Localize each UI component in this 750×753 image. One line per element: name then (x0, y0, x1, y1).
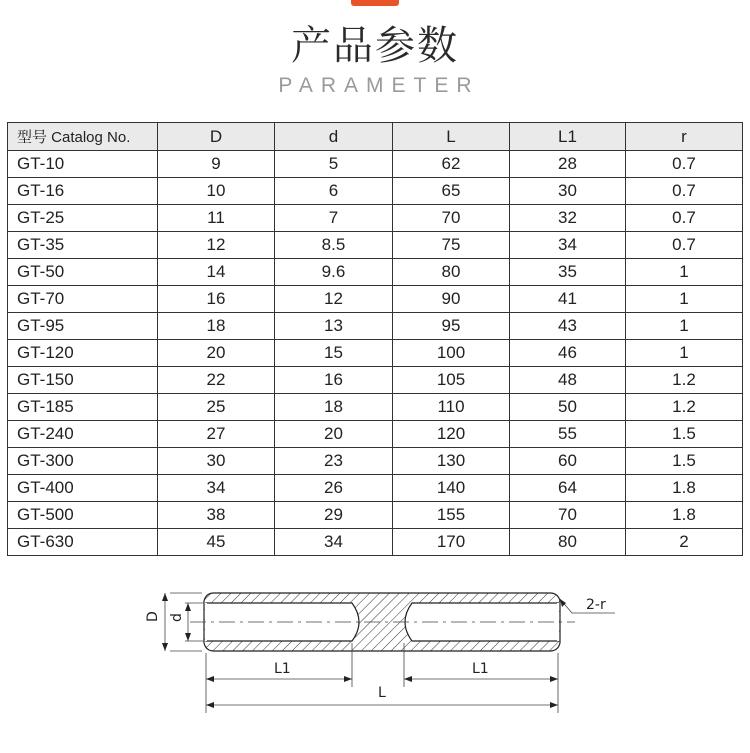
table-cell: 60 (510, 448, 626, 475)
table-cell: 75 (393, 232, 510, 259)
accent-bar (351, 0, 399, 6)
table-cell: 10 (158, 178, 275, 205)
table-cell: 0.7 (626, 151, 743, 178)
column-header-inner-diameter: d (275, 123, 393, 151)
table-cell: 16 (275, 367, 393, 394)
column-header-radius: r (626, 123, 743, 151)
table-row (8, 205, 743, 232)
table-header-row (8, 123, 743, 151)
table-cell: 34 (510, 232, 626, 259)
table-cell: 1 (626, 286, 743, 313)
table-cell: 27 (158, 421, 275, 448)
column-header-length: L (393, 123, 510, 151)
table-cell: 46 (510, 340, 626, 367)
table-cell: 14 (158, 259, 275, 286)
catalog-number-cell: GT-16 (8, 178, 158, 205)
table-cell: 13 (275, 313, 393, 340)
catalog-number-cell: GT-240 (8, 421, 158, 448)
table-cell: 65 (393, 178, 510, 205)
table-row (8, 448, 743, 475)
outer-diameter-label: D (145, 611, 161, 622)
table-cell: 70 (510, 502, 626, 529)
table-row (8, 340, 743, 367)
catalog-number-cell: GT-120 (8, 340, 158, 367)
table-cell: 90 (393, 286, 510, 313)
table-cell: 20 (158, 340, 275, 367)
catalog-number-cell: GT-10 (8, 151, 158, 178)
table-cell: 30 (158, 448, 275, 475)
table-cell: 28 (510, 151, 626, 178)
table-cell: 26 (275, 475, 393, 502)
table-cell: 1.2 (626, 367, 743, 394)
column-header-half-length: L1 (510, 123, 626, 151)
table-cell: 12 (158, 232, 275, 259)
table-cell: 9.6 (275, 259, 393, 286)
catalog-number-cell: GT-50 (8, 259, 158, 286)
table-cell: 38 (158, 502, 275, 529)
radius-label: 2-r (586, 597, 606, 613)
table-cell: 0.7 (626, 205, 743, 232)
page-subtitle: PARAMETER (278, 74, 480, 97)
table-cell: 120 (393, 421, 510, 448)
table-cell: 1 (626, 313, 743, 340)
table-cell: 9 (158, 151, 275, 178)
table-cell: 55 (510, 421, 626, 448)
table-cell: 15 (275, 340, 393, 367)
table-cell: 0.7 (626, 232, 743, 259)
table-cell: 12 (275, 286, 393, 313)
table-cell: 18 (158, 313, 275, 340)
right-length-label: L1 (472, 661, 489, 677)
table-cell: 70 (393, 205, 510, 232)
parameter-table (7, 122, 743, 556)
table-row (8, 232, 743, 259)
column-header-catalog: 型号 Catalog No. (8, 123, 158, 151)
table-cell: 45 (158, 529, 275, 556)
table-row (8, 394, 743, 421)
table-cell: 105 (393, 367, 510, 394)
table-cell: 5 (275, 151, 393, 178)
table-row (8, 421, 743, 448)
catalog-number-cell: GT-300 (8, 448, 158, 475)
table-row (8, 259, 743, 286)
table-cell: 25 (158, 394, 275, 421)
table-cell: 80 (510, 529, 626, 556)
table-cell: 1.5 (626, 448, 743, 475)
catalog-number-cell: GT-25 (8, 205, 158, 232)
table-cell: 32 (510, 205, 626, 232)
catalog-number-cell: GT-35 (8, 232, 158, 259)
table-cell: 140 (393, 475, 510, 502)
table-row (8, 367, 743, 394)
table-cell: 0.7 (626, 178, 743, 205)
table-cell: 30 (510, 178, 626, 205)
connector-diagram (130, 575, 650, 745)
total-length-label: L (378, 685, 386, 701)
table-cell: 130 (393, 448, 510, 475)
table-cell: 155 (393, 502, 510, 529)
inner-diameter-label: d (169, 613, 185, 622)
table-cell: 11 (158, 205, 275, 232)
catalog-number-cell: GT-400 (8, 475, 158, 502)
table-cell: 23 (275, 448, 393, 475)
table-cell: 43 (510, 313, 626, 340)
catalog-number-cell: GT-70 (8, 286, 158, 313)
page-title: 产品参数 (291, 23, 459, 69)
table-body (8, 151, 743, 556)
table-cell: 50 (510, 394, 626, 421)
table-cell: 1.8 (626, 475, 743, 502)
table-cell: 100 (393, 340, 510, 367)
table-cell: 1.8 (626, 502, 743, 529)
table-cell: 1.5 (626, 421, 743, 448)
table-row (8, 286, 743, 313)
table-cell: 80 (393, 259, 510, 286)
table-cell: 6 (275, 178, 393, 205)
table-row (8, 178, 743, 205)
table-row (8, 502, 743, 529)
catalog-number-cell: GT-95 (8, 313, 158, 340)
table-cell: 95 (393, 313, 510, 340)
catalog-number-cell: GT-500 (8, 502, 158, 529)
table-row (8, 151, 743, 178)
table-cell: 2 (626, 529, 743, 556)
table-cell: 170 (393, 529, 510, 556)
table-cell: 1 (626, 340, 743, 367)
table-cell: 35 (510, 259, 626, 286)
table-cell: 8.5 (275, 232, 393, 259)
catalog-number-cell: GT-630 (8, 529, 158, 556)
table-cell: 1 (626, 259, 743, 286)
table-cell: 64 (510, 475, 626, 502)
table-cell: 48 (510, 367, 626, 394)
table-cell: 16 (158, 286, 275, 313)
table-cell: 34 (275, 529, 393, 556)
table-cell: 1.2 (626, 394, 743, 421)
table-cell: 29 (275, 502, 393, 529)
table-cell: 41 (510, 286, 626, 313)
table-row (8, 475, 743, 502)
table-cell: 7 (275, 205, 393, 232)
table-cell: 18 (275, 394, 393, 421)
table-row (8, 529, 743, 556)
catalog-number-cell: GT-185 (8, 394, 158, 421)
table-cell: 34 (158, 475, 275, 502)
table-cell: 62 (393, 151, 510, 178)
table-row (8, 313, 743, 340)
table-cell: 22 (158, 367, 275, 394)
catalog-number-cell: GT-150 (8, 367, 158, 394)
left-length-label: L1 (274, 661, 291, 677)
table-cell: 110 (393, 394, 510, 421)
table-cell: 20 (275, 421, 393, 448)
column-header-outer-diameter: D (158, 123, 275, 151)
